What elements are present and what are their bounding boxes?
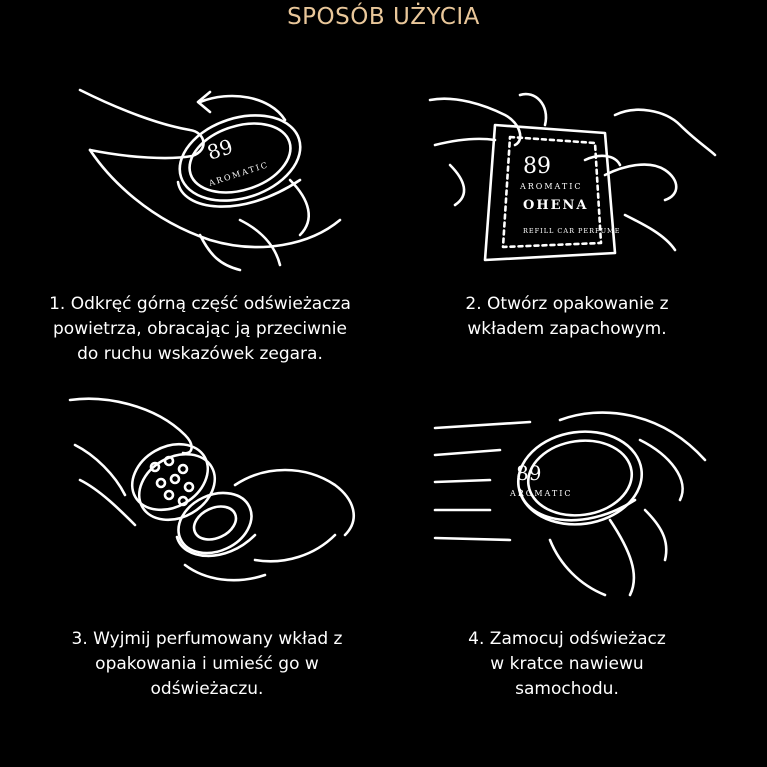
jar-brand-number: 89 [516,461,542,485]
brand-name: AROMATIC [207,160,271,188]
open-pouch-illustration [425,85,715,270]
jar-brand-name: AROMATIC [510,489,573,498]
vent-mount-illustration [430,400,720,600]
step-1-caption: 1. Odkręć górną część odświeżacza powietrza, obracając ją przeciwnie do ruchu wskazówek zegara. [49,294,351,364]
brand-number: 89 [204,134,236,165]
pouch-subtitle: REFILL CAR PERFUME [523,227,621,235]
pouch-product-name: OHENA [523,198,589,213]
insert-refill-illustration [65,395,365,590]
step-4-caption: 4. Zamocuj odświeżacz w kratce nawiewu samochodu. [468,629,666,699]
page-title: SPOSÓB UŻYCIA [287,4,480,30]
pouch-brand-number: 89 [523,154,551,179]
twist-lid-illustration [60,70,360,270]
step-2-caption: 2. Otwórz opakowanie z wkładem zapachowym. [465,294,669,339]
step-3-caption: 3. Wyjmij perfumowany wkład z opakowania i umieść go w odświeżaczu. [71,629,343,699]
pouch-brand-name: AROMATIC [520,182,583,191]
